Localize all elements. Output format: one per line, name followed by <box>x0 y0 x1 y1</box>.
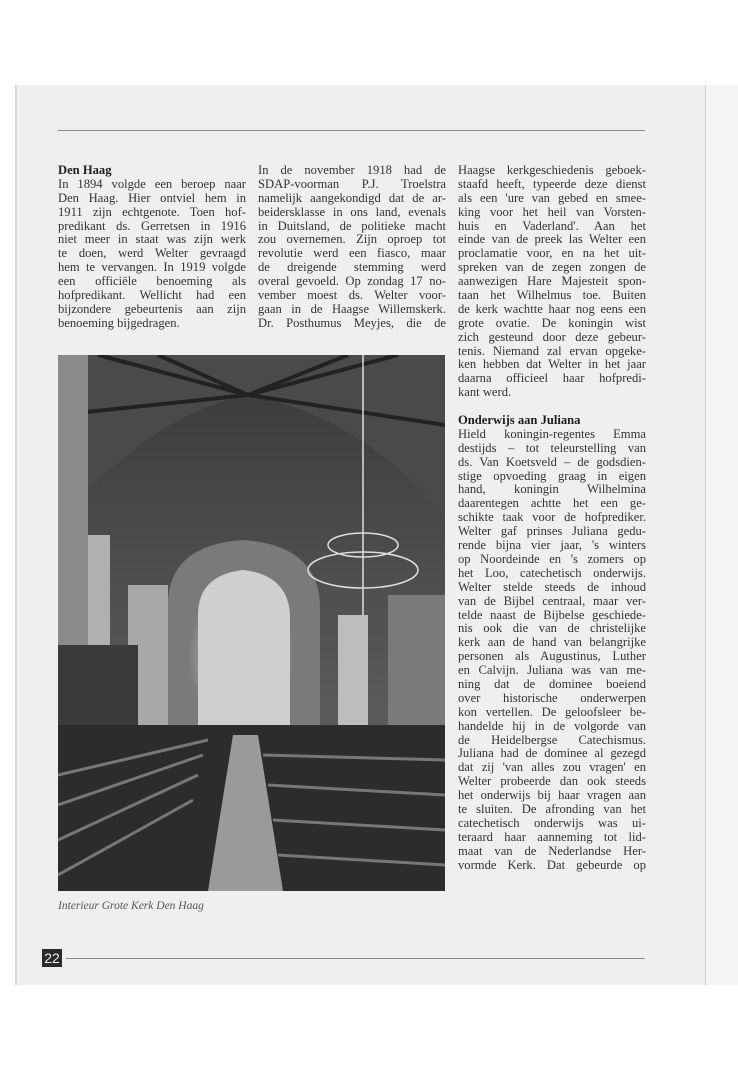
text-line: rende bijna vier jaar, 's winters <box>458 538 646 553</box>
text-line: huis en Vaderland'. Aan het <box>458 218 646 233</box>
text-line: als een 'ure van gebed en smee- <box>458 190 646 205</box>
text-line: proclamatie voor, en na het uit- <box>458 246 646 261</box>
text-line: In de november 1918 had de <box>258 163 446 177</box>
text-line: over historische onderwerpen <box>458 690 646 705</box>
text-line: Dr. Posthumus Meyjes, die de <box>258 315 446 330</box>
text-line: het Loo, catechetisch onderwijs. <box>458 565 646 580</box>
text-line: destijds – tot teleurstelling van <box>458 440 646 455</box>
text-line: bijzondere gebeurtenis aan zijn <box>58 301 246 316</box>
photo-caption: Interieur Grote Kerk Den Haag <box>58 900 204 912</box>
text-line: de dreigende stemming werd <box>258 260 446 275</box>
text-line: staafd heeft, typeerde deze dienst <box>458 176 646 191</box>
text-line: kon vertellen. De geloofsleer be- <box>458 704 646 719</box>
top-rule <box>58 130 645 131</box>
text-line: tenis. Niemand zal ervan opgeke- <box>458 343 646 358</box>
text-line: stige opvoeding graag in eigen <box>458 468 646 483</box>
text-line: king voor het heil van Vorsten- <box>458 204 646 219</box>
text-line: einde van de preek las Welter een <box>458 232 646 247</box>
text-line: de Heidelbergse Catechismus. <box>458 732 646 747</box>
text-line: aanwezigen Hare Majesteit spon- <box>458 274 646 289</box>
text-line: vember moest ds. Welter voor- <box>258 288 446 303</box>
text-line: 1911 zijn echtgenote. Toen hof- <box>58 204 246 219</box>
text-line: Haagse kerkgeschiedenis geboek- <box>458 163 646 177</box>
text-line: SDAP-voorman P.J. Troelstra <box>258 176 446 191</box>
text-line: In 1894 volgde een beroep naar <box>58 176 246 191</box>
text-line: spreken van de zegen zongen de <box>458 260 646 275</box>
text-line: overal gevoeld. Op zondag 17 no- <box>258 274 446 289</box>
text-line: zou overnemen. Zijn oproep tot <box>258 232 446 247</box>
text-line: Welter gaf prinses Juliana gedu- <box>458 524 646 539</box>
text-line: grote ovatie. De koningin wist <box>458 315 646 330</box>
page-edge <box>705 85 738 985</box>
text-line: schikte taak voor de hofprediker. <box>458 510 646 525</box>
text-line: Den Haag. Hier ontviel hem in <box>58 190 246 205</box>
text-line: daarna officieel haar hofpredi- <box>458 371 646 386</box>
text-line: te sluiten. De afronding van het <box>458 801 646 816</box>
text-line: Welter probeerde dan ook steeds <box>458 774 646 789</box>
text-line: een officiële benoeming als <box>58 274 246 289</box>
paragraph-gap <box>458 400 646 414</box>
text-line: en Calvijn. Juliana was van me- <box>458 663 646 678</box>
text-line: maat van de Nederlandse Her- <box>458 843 646 858</box>
text-line: kerk aan de hand van belangrijke <box>458 635 646 650</box>
text-line: de kerk wachtte haar nog eens een <box>458 301 646 316</box>
text-line: zich gesteund door deze gebeur- <box>458 329 646 344</box>
text-line: Welter stelde steeds de inhoud <box>458 579 646 594</box>
text-line: hem te vervangen. In 1919 volgde <box>58 260 246 275</box>
text-line: in Duitsland, de politieke macht <box>258 218 446 233</box>
text-line: kant werd. <box>458 385 512 400</box>
text-line: te doen, werd Welter gevraagd <box>58 246 246 261</box>
page-number: 22 <box>42 949 62 967</box>
section-heading: Onderwijs aan Juliana <box>458 413 581 428</box>
text-line: ning dat de dominee boeiend <box>458 676 646 691</box>
text-line: ken hebben dat Welter in het jaar <box>458 357 646 372</box>
text-line: Juliana had de dominee al gezegd <box>458 746 646 761</box>
church-interior-photo <box>58 355 445 891</box>
text-line: predikant ds. Gerretsen in 1916 <box>58 218 246 233</box>
text-line: ds. Van Koetsveld – de godsdien- <box>458 454 646 469</box>
text-line: catechetisch onderwijs was ui- <box>458 815 646 830</box>
bottom-rule <box>66 958 645 959</box>
text-line: van de Bijbel centraal, maar ver- <box>458 593 646 608</box>
text-line: beidersklasse in ons land, evenals <box>258 204 446 219</box>
text-line: telde naast de Bijbelse geschiede- <box>458 607 646 622</box>
text-line: personen als Augustinus, Luther <box>458 649 646 664</box>
text-line: benoeming bijgedragen. <box>58 315 180 330</box>
text-column-3 <box>458 164 646 872</box>
text-line: vormde Kerk. Dat gebeurde op <box>458 857 646 872</box>
text-line: niet meer in staat was zijn werk <box>58 232 246 247</box>
text-column-1 <box>58 164 246 331</box>
text-line: nis ook die van de christelijke <box>458 621 646 636</box>
text-line: revolutie werd een fiasco, maar <box>258 246 446 261</box>
text-line: gaan in de Haagse Willemskerk. <box>258 301 446 316</box>
text-line: teraard haar aanneming tot lid- <box>458 829 646 844</box>
text-line: Hield koningin-regentes Emma <box>458 426 646 441</box>
text-line: op Noordeinde en 's zomers op <box>458 551 646 566</box>
text-line: handelde hij in de volgorde van <box>458 718 646 733</box>
text-line: namelijk aangekondigd dat de ar- <box>258 190 446 205</box>
text-line: hand, koningin Wilhelmina <box>458 482 646 497</box>
text-line: hofpredikant. Wellicht had een <box>58 288 246 303</box>
text-line: dat zij 'van alles zou vragen' en <box>458 760 646 775</box>
section-heading: Den Haag <box>58 163 112 177</box>
text-line: daarentegen achtte het een ge- <box>458 496 646 511</box>
text-line: taan het Wilhelmus toe. Buiten <box>458 288 646 303</box>
text-line: het onderwijs bij haar vragen aan <box>458 788 646 803</box>
text-column-2 <box>258 164 446 331</box>
